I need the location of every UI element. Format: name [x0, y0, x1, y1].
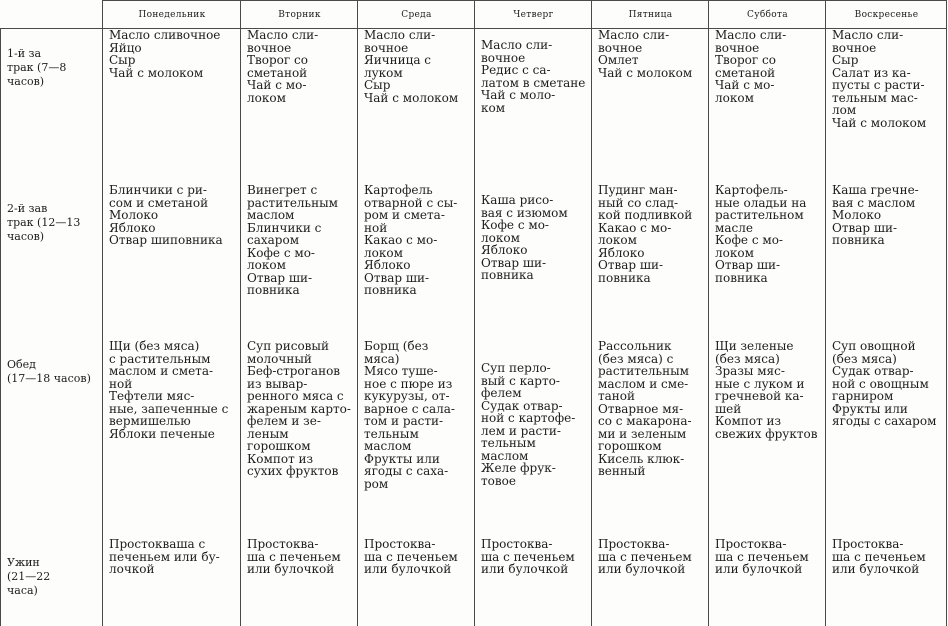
menu-line: повника — [481, 268, 534, 282]
meal-label-line: (17—18 часов) — [7, 372, 91, 385]
menu-line: (без мяса) — [832, 351, 897, 366]
menu-line: повника — [247, 283, 300, 297]
menu-line: ное с пюре из — [364, 376, 453, 391]
meal-label-lunch — [1, 340, 103, 538]
menu-cell-breakfast-1-Понедельник — [103, 29, 241, 185]
meal-label-breakfast-1 — [1, 29, 103, 185]
menu-line: Яблоко — [109, 220, 156, 235]
menu-line: Чай с молоком — [109, 65, 204, 80]
menu-line: Чай с мо- — [247, 78, 307, 92]
menu-line: Щи (без мяса) — [109, 340, 200, 353]
menu-line: Простоква- — [598, 538, 670, 551]
menu-line: ной с картофе- — [481, 411, 576, 425]
menu-cell-lunch-Пятница — [592, 340, 709, 538]
menu-line: маслом и сме- — [598, 376, 689, 391]
menu-line: Зразы мяс- — [715, 364, 785, 378]
menu-cell-breakfast-2-Воскресенье — [826, 184, 947, 340]
menu-line: Салат из ка- — [832, 65, 911, 80]
menu-cell-dinner-Вторник — [241, 538, 358, 626]
menu-line: ком — [481, 100, 506, 115]
menu-line: том и расти- — [364, 414, 444, 428]
menu-line: Яблоки печеные — [109, 426, 215, 441]
menu-cell-lunch-Суббота — [709, 340, 826, 538]
menu-line: отварной с сы- — [364, 195, 458, 210]
meal-row-lunch — [1, 340, 947, 538]
menu-line: сахаром — [247, 233, 300, 247]
menu-line: ренного мяса с — [247, 389, 344, 403]
menu-line: локом — [247, 258, 286, 272]
header-row — [1, 1, 947, 29]
menu-line: или булочкой — [247, 562, 335, 576]
menu-line: с растительным — [109, 351, 211, 366]
menu-line: Молоко — [109, 208, 159, 222]
menu-cell-lunch-Среда — [358, 340, 475, 538]
menu-cell-breakfast-2-Четверг — [475, 184, 592, 340]
menu-cell-dinner-Суббота — [709, 538, 826, 626]
menu-line: Каша гречне- — [832, 184, 919, 197]
menu-line: Чай с молоком — [364, 90, 459, 105]
menu-line: Мясо туше- — [364, 364, 438, 378]
menu-cell-breakfast-1-Воскресенье — [826, 29, 947, 185]
menu-line: Фрукты или — [364, 451, 440, 466]
menu-line: Кисель клюк- — [598, 451, 685, 466]
menu-line: сом и сметаной — [109, 195, 209, 210]
menu-line: Сыр — [832, 53, 859, 67]
menu-line: Желе фрук- — [481, 461, 556, 475]
menu-line: гарниром — [832, 389, 894, 403]
menu-line: лочкой — [109, 562, 155, 576]
menu-line: Компот из — [247, 451, 314, 466]
menu-cell-breakfast-1-Суббота — [709, 29, 826, 185]
menu-line: Отвар ши- — [364, 270, 430, 285]
menu-line: Масло сли- — [598, 28, 670, 42]
menu-cell-breakfast-1-Среда — [358, 29, 475, 185]
menu-line: Каша рисо- — [481, 193, 554, 207]
menu-line: Отвар ши- — [715, 258, 781, 272]
menu-cell-breakfast-2-Вторник — [241, 184, 358, 340]
menu-line: лом — [832, 103, 857, 117]
header-day-tuesday: Вторник — [241, 1, 358, 29]
menu-line: ной — [364, 220, 388, 235]
menu-line: Чай с молоком — [832, 115, 927, 130]
header-day-friday: Пятница — [592, 1, 709, 29]
meal-row-breakfast-1 — [1, 29, 947, 185]
menu-cell-dinner-Пятница — [592, 538, 709, 626]
menu-line: ша с печеньем — [715, 549, 809, 564]
menu-line: товое — [481, 473, 516, 488]
menu-line: сметаной — [247, 65, 308, 80]
menu-line: Яблоко — [481, 243, 528, 257]
menu-cell-breakfast-1-Вторник — [241, 29, 358, 185]
menu-line: варное с сала- — [364, 401, 455, 416]
menu-line: ром — [364, 476, 389, 491]
menu-line: маслом — [247, 208, 295, 222]
menu-line: Яйцо — [109, 40, 142, 55]
menu-line: повника — [364, 283, 417, 297]
menu-line: Кофе с мо- — [481, 218, 549, 232]
menu-line: вочное — [832, 40, 877, 55]
menu-line: жареным карто- — [247, 401, 351, 416]
menu-line: Простоква- — [715, 538, 787, 551]
menu-line: молочный — [247, 351, 312, 366]
menu-line: шей — [715, 401, 742, 416]
menu-line: со с макарона- — [598, 414, 692, 428]
menu-line: Масло сливочное — [109, 28, 221, 42]
header-day-saturday: Суббота — [709, 1, 826, 29]
menu-line: сухих фруктов — [247, 464, 339, 478]
menu-line: Отвар шиповника — [109, 233, 223, 247]
menu-line: вочное — [715, 40, 760, 55]
menu-line: Простоква- — [364, 538, 436, 551]
menu-line: ягоды с сахаром — [832, 414, 937, 428]
menu-line: тельным маслом — [481, 436, 536, 463]
menu-line: Отвар ши- — [481, 255, 547, 270]
menu-cell-lunch-Воскресенье — [826, 340, 947, 538]
menu-cell-breakfast-2-Среда — [358, 184, 475, 340]
menu-cell-lunch-Четверг — [475, 340, 592, 538]
menu-line: вая с изюмом — [481, 205, 568, 220]
menu-line: Яблоко — [598, 245, 645, 260]
menu-line: или булочкой — [598, 562, 686, 576]
menu-line: кой подливкой — [598, 208, 693, 222]
menu-cell-dinner-Воскресенье — [826, 538, 947, 626]
menu-line: сметаной — [715, 65, 776, 80]
menu-line: или булочкой — [481, 562, 569, 576]
menu-line: фелем и зе- — [247, 414, 321, 428]
menu-line: вый с карто- — [481, 373, 560, 388]
menu-line: Редис с са- — [481, 63, 551, 77]
menu-line: Сыр — [109, 53, 136, 67]
menu-line: вочное — [364, 40, 409, 55]
menu-line: ша с печеньем — [364, 549, 458, 564]
menu-line: Сыр — [364, 78, 391, 92]
menu-line: Масло сли- — [481, 38, 553, 52]
meal-row-breakfast-2 — [1, 184, 947, 340]
menu-line: Простоква- — [832, 538, 904, 551]
menu-line: Отвар ши- — [247, 270, 313, 285]
menu-line: или булочкой — [715, 562, 803, 576]
menu-line: Компот из — [715, 414, 782, 428]
menu-line: Масло сли- — [832, 28, 904, 42]
header-day-monday: Понедельник — [103, 1, 241, 29]
menu-cell-dinner-Среда — [358, 538, 475, 626]
menu-line: ные оладьи на — [715, 195, 807, 210]
menu-line: вочное — [481, 50, 526, 65]
menu-line: Картофель — [364, 184, 433, 197]
menu-line: ша с печеньем — [247, 549, 341, 564]
menu-line: ной с овощным — [832, 376, 929, 391]
menu-cell-breakfast-2-Суббота — [709, 184, 826, 340]
menu-line: Отвар ши- — [832, 220, 898, 235]
menu-line: растительном — [715, 208, 804, 222]
menu-line: Масло сли- — [364, 28, 436, 42]
meal-label-dinner — [1, 538, 103, 626]
menu-line: Творог со — [247, 53, 308, 67]
menu-line: ный со слад- — [598, 195, 679, 210]
menu-line: гречневой ка- — [715, 389, 804, 403]
menu-line: Винегрет с — [247, 184, 318, 197]
menu-line: лем и расти- — [481, 423, 561, 438]
menu-line: растительным — [598, 364, 689, 378]
menu-cell-breakfast-2-Понедельник — [103, 184, 241, 340]
menu-line: Простоква- — [247, 538, 319, 551]
menu-line: повника — [832, 233, 885, 247]
menu-line: Беф-строганов — [247, 364, 341, 378]
menu-line: (без мяса) с — [598, 351, 674, 366]
menu-cell-breakfast-1-Четверг — [475, 29, 592, 185]
menu-line: из вывар- — [247, 376, 308, 391]
menu-line: Суп перло- — [481, 361, 551, 375]
meal-label-line: часов) — [7, 75, 45, 88]
menu-line: Омлет — [598, 53, 639, 67]
menu-line: Рассольник — [598, 340, 672, 353]
header-corner — [1, 1, 103, 29]
meal-label-line: трак (7—8 — [7, 61, 67, 74]
menu-line: Простокваша с — [109, 538, 206, 551]
menu-line: латом в сметане — [481, 75, 586, 90]
menu-line: Отварное мя- — [598, 401, 684, 416]
menu-line: вочное — [598, 40, 643, 55]
menu-line: Судак отвар- — [481, 398, 563, 413]
meal-label-breakfast-2 — [1, 184, 103, 340]
menu-line: Масло сли- — [247, 28, 319, 42]
meal-label-line: Ужин — [7, 556, 40, 569]
menu-line: локом — [715, 245, 754, 260]
menu-line: ром и смета- — [364, 208, 445, 222]
menu-line: Какао с мо- — [598, 220, 672, 235]
menu-cell-dinner-Четверг — [475, 538, 592, 626]
menu-line: печеньем или бу- — [109, 549, 220, 564]
menu-line: Простоква- — [481, 538, 553, 551]
menu-line: Чай с моло- — [481, 88, 556, 102]
header-day-sunday: Воскресенье — [826, 1, 947, 29]
menu-line: мяса) — [364, 351, 400, 366]
menu-line: Яблоко — [364, 258, 411, 272]
meal-label-line: 1-й за — [7, 47, 42, 60]
header-day-wednesday: Среда — [358, 1, 475, 29]
meal-label-line: (21—22 — [7, 570, 51, 583]
menu-cell-lunch-Вторник — [241, 340, 358, 538]
menu-line: луком — [364, 65, 403, 80]
menu-line: ной — [109, 376, 133, 391]
menu-line: Чай с молоком — [598, 65, 693, 80]
menu-line: Яичница с — [364, 53, 432, 67]
menu-line: тельным — [364, 426, 419, 441]
menu-line: масле — [715, 220, 753, 235]
menu-line: или булочкой — [364, 562, 452, 576]
menu-line: маслом и смета- — [109, 364, 214, 378]
menu-line: свежих фруктов — [715, 426, 818, 441]
menu-line: ные, запеченные с — [109, 401, 229, 416]
meal-label-line: Обед — [7, 358, 36, 371]
menu-line: Чай с мо- — [715, 78, 775, 92]
menu-line: фелем — [481, 386, 522, 400]
menu-line: пусты с расти- — [832, 78, 925, 92]
menu-line: вермишелью — [109, 414, 191, 428]
menu-line: локом — [247, 90, 286, 105]
menu-line: Отвар ши- — [598, 258, 664, 272]
menu-line: тельным мас- — [832, 90, 918, 105]
menu-line: ми и зеленым — [598, 426, 687, 441]
menu-line: локом — [598, 233, 637, 247]
menu-cell-dinner-Понедельник — [103, 538, 241, 626]
meal-row-dinner — [1, 538, 947, 626]
menu-line: Тефтели мяс- — [109, 389, 195, 403]
menu-line: локом — [715, 90, 754, 105]
menu-line: Молоко — [832, 208, 882, 222]
menu-line: ша с печеньем — [598, 549, 692, 564]
menu-line: таной — [598, 389, 636, 403]
meal-label-line: часов) — [7, 230, 45, 243]
menu-line: Какао с мо- — [364, 233, 438, 247]
menu-line: леным горошком — [247, 426, 311, 453]
meal-label-line: трак (12—13 — [7, 216, 81, 229]
menu-line: горошком — [598, 439, 662, 453]
menu-line: или булочкой — [832, 562, 920, 576]
menu-line: Кофе с мо- — [715, 233, 783, 247]
menu-line: локом — [481, 230, 520, 245]
menu-line: Блинчики с — [247, 220, 322, 235]
menu-line: (без мяса) — [715, 351, 780, 366]
menu-line: локом — [364, 245, 403, 260]
menu-line: ные с луком и — [715, 376, 805, 391]
menu-line: Суп рисовый — [247, 340, 329, 353]
menu-line: вочное — [247, 40, 292, 55]
menu-line: ягоды с саха- — [364, 464, 449, 478]
menu-line: Пудинг ман- — [598, 184, 678, 197]
menu-cell-breakfast-1-Пятница — [592, 29, 709, 185]
header-day-thursday: Четверг — [475, 1, 592, 29]
menu-line: Щи зеленые — [715, 340, 794, 353]
menu-line: венный — [598, 464, 646, 478]
menu-line: Фрукты или — [832, 401, 908, 416]
menu-line: Картофель- — [715, 184, 788, 197]
menu-line: растительным — [247, 195, 338, 210]
menu-cell-lunch-Понедельник — [103, 340, 241, 538]
menu-line: Судак отвар- — [832, 364, 914, 378]
menu-cell-breakfast-2-Пятница — [592, 184, 709, 340]
menu-line: ша с печеньем — [481, 549, 575, 564]
menu-line: Суп овощной — [832, 340, 916, 353]
menu-line: Блинчики с ри- — [109, 184, 207, 197]
menu-line: повника — [598, 270, 651, 285]
menu-line: Масло сли- — [715, 28, 787, 42]
menu-line: повника — [715, 270, 768, 285]
menu-line: Кофе с мо- — [247, 245, 315, 260]
menu-line: Творог со — [715, 53, 776, 67]
meal-label-line: 2-й зав — [7, 202, 48, 215]
menu-line: Борщ (без — [364, 340, 429, 353]
menu-line: ша с печеньем — [832, 549, 926, 564]
menu-line: вая с маслом — [832, 195, 916, 210]
menu-line: кукурузы, от- — [364, 389, 450, 403]
meal-label-line: часа) — [7, 584, 38, 597]
menu-line: маслом — [364, 439, 412, 453]
